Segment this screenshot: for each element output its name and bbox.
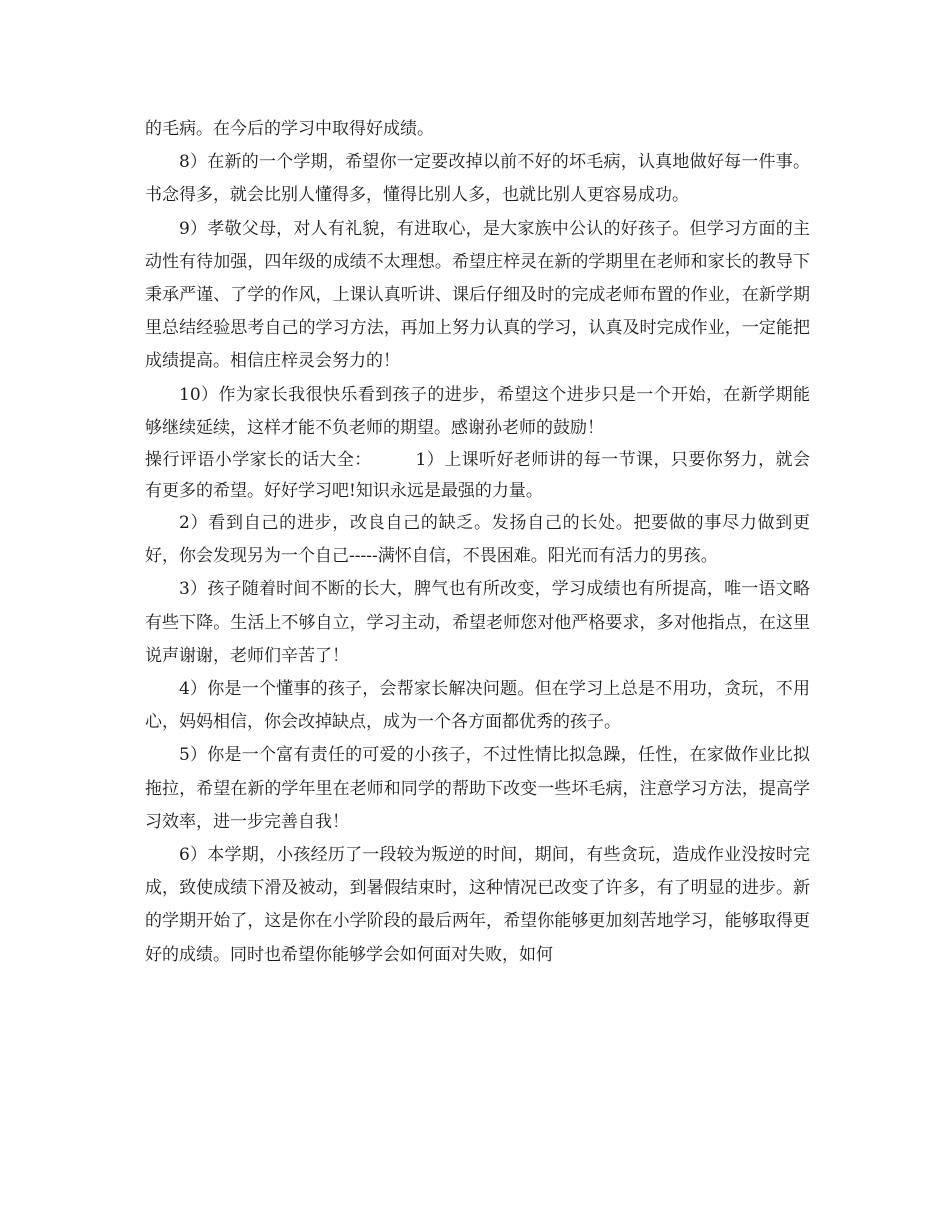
paragraph-continuation: 的毛病。在今后的学习中取得好成绩。 [145, 119, 434, 139]
paragraph-item-3: 3）孩子随着时间不断的长大，脾气也有所改变，学习成绩也有所提高，唯一语文略有些下降。生活上不够自立，学习主动，希望老师您对他严格要求，多对他指点，在这里说声谢谢，老师们辛苦了！ [145, 579, 810, 666]
section-heading-paragraph: 操行评语小学家长的话大全： 1）上课听好老师讲的每一节课，只要你努力，就会有更多的希望。好好学习吧!知识永远是最强的力量。 [145, 450, 810, 502]
paragraph-item-10: 10）作为家长我很快乐看到孩子的进步，希望这个进步只是一个开始，在新学期能够继续延续，这样才能不负老师的期望。感谢孙老师的鼓励！ [145, 384, 810, 438]
document-page [145, 113, 810, 972]
paragraph-item-5: 5）你是一个富有责任的可爱的小孩子，不过性情比拟急躁，任性，在家做作业比拟拖拉，希望在新的学年里在老师和同学的帮助下改变一些坏毛病，注意学习方法，提高学习效率，进一步完善自我！ [145, 745, 810, 832]
paragraph-item-2: 2）看到自己的进步，改良自己的缺乏。发扬自己的长处。把要做的事尽力做到更好，你会发现另为一个自己-----满怀自信，不畏困难。阳光而有活力的男孩。 [145, 513, 810, 567]
paragraph-item-8: 8）在新的一个学期，希望你一定要改掉以前不好的坏毛病，认真地做好每一件事。书念得多，就会比别人懂得多，懂得比别人多，也就比别人更容易成功。 [145, 152, 810, 206]
paragraph-item-6: 6）本学期，小孩经历了一段较为叛逆的时间，期间，有些贪玩，造成作业没按时完成，致使成绩下滑及被动，到暑假结束时，这种情况已改变了许多，有了明显的进步。新的学期开始了，这是你在小学阶段的最后两年，希望你能够更加刻苦地学习，能够取得更好的成绩。同时也希望你能够学会如何面对失败，如何 [145, 845, 810, 965]
paragraph-item-9: 9）孝敬父母，对人有礼貌，有进取心，是大家族中公认的好孩子。但学习方面的主动性有待加强，四年级的成绩不太理想。希望庄梓灵在新的学期里在老师和家长的教导下秉承严谨、了学的作风，上课认真听讲、课后仔细及时的完成老师布置的作业，在新学期里总结经验思考自己的学习方法，再加上努力认真的学习，认真及时完成作业，一定能把成绩提高。相信庄梓灵会努力的！ [145, 218, 810, 372]
paragraph-item-4: 4）你是一个懂事的孩子，会帮家长解决问题。但在学习上总是不用功，贪玩，不用心，妈妈相信，你会改掉缺点，成为一个各方面都优秀的孩子。 [145, 679, 810, 733]
